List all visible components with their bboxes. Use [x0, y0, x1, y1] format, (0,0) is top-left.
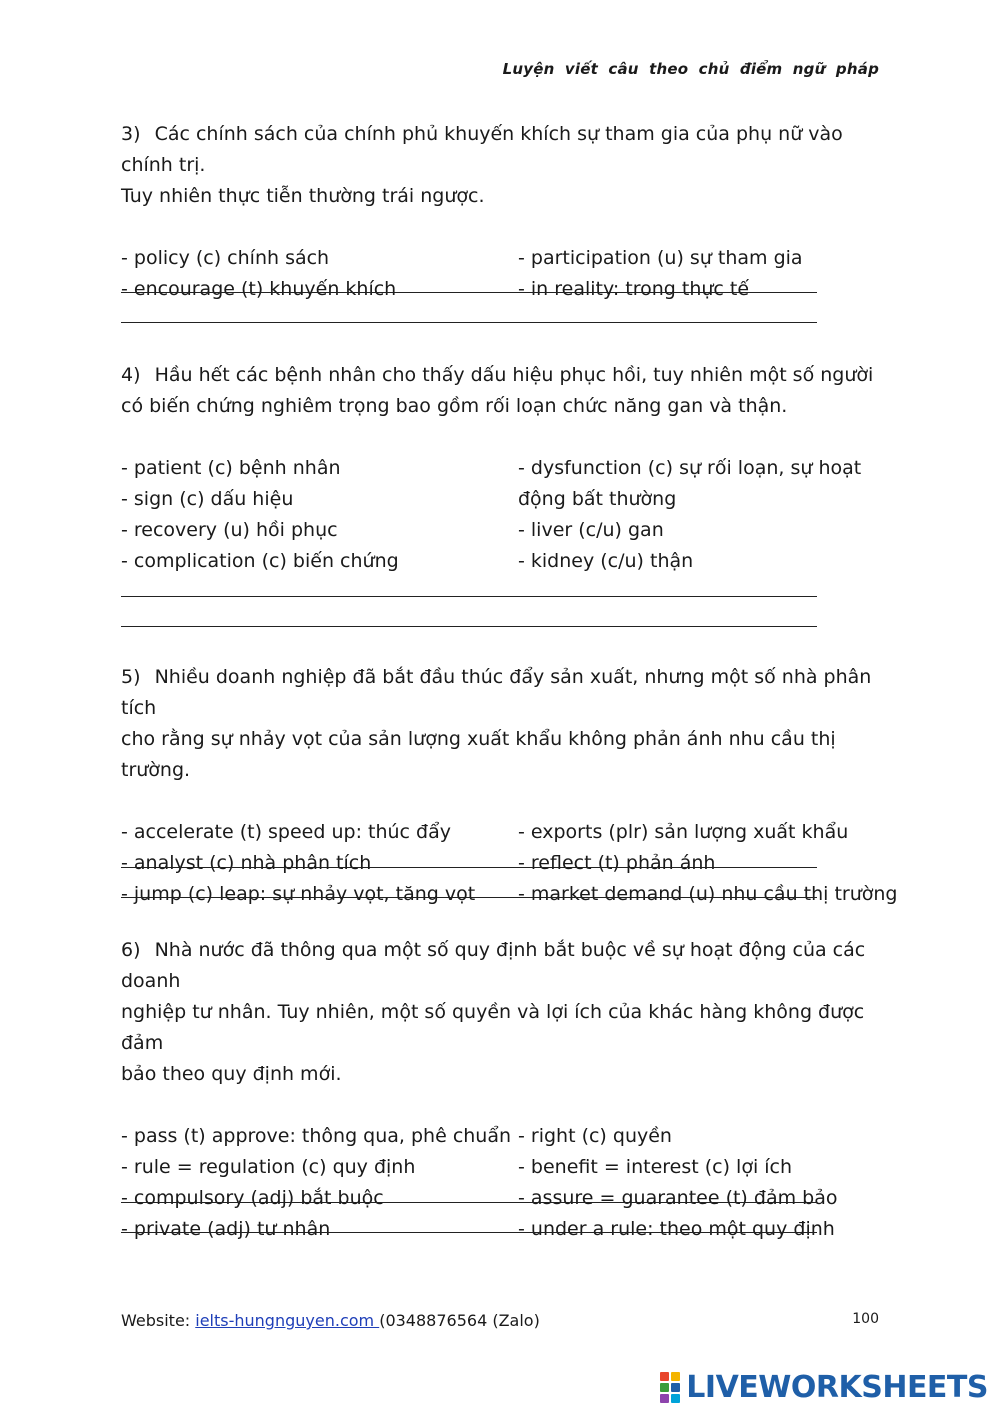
logo-square	[671, 1383, 680, 1392]
exercise-prompt	[121, 662, 881, 786]
vocab-item: - complication (c) biến chứng	[121, 550, 399, 572]
exercise-5	[121, 662, 898, 910]
vocab-item: - right (c) quyền	[518, 1125, 672, 1147]
answer-line[interactable]	[121, 322, 817, 323]
exercise-number: 4)	[121, 364, 141, 386]
vocab-column-left	[121, 243, 511, 305]
footer	[121, 1311, 540, 1330]
vocab-item: - sign (c) dấu hiệu	[121, 488, 294, 510]
vocab-item: - benefit = interest (c) lợi ích	[518, 1156, 793, 1178]
vocab-item: - dysfunction (c) sự rối loạn, sự hoạt	[518, 457, 862, 479]
vocab-item: - pass (t) approve: thông qua, phê chuẩn	[121, 1125, 512, 1147]
exercise-number: 3)	[121, 123, 141, 145]
liveworksheets-brand	[660, 1370, 988, 1404]
answer-line[interactable]	[121, 897, 817, 898]
vocab-item: - liver (c/u) gan	[518, 519, 664, 541]
vocab-item: - policy (c) chính sách	[121, 247, 330, 269]
vocab-item: - kidney (c/u) thận	[518, 550, 694, 572]
answer-line[interactable]	[121, 626, 817, 627]
liveworksheets-logo-icon	[660, 1372, 680, 1403]
exercise-number: 5)	[121, 666, 141, 688]
prompt-line: nghiệp tư nhân. Tuy nhiên, một số quyền và lợi ích của khác hàng không được đảm	[121, 1001, 865, 1054]
page-header-title: Luyện viết câu theo chủ điểm ngữ pháp	[502, 60, 879, 78]
vocab-item: - encourage (t) khuyến khích	[121, 278, 397, 300]
logo-square	[660, 1394, 669, 1403]
vocab-item: - accelerate (t) speed up: thúc đẩy	[121, 821, 451, 843]
exercise-6	[121, 935, 881, 1245]
vocab-list	[121, 453, 881, 577]
answer-line[interactable]	[121, 1232, 817, 1233]
vocab-item: - rule = regulation (c) quy định	[121, 1156, 416, 1178]
prompt-line: bảo theo quy định mới.	[121, 1063, 342, 1085]
vocab-item: - reflect (t) phản ánh	[518, 852, 716, 874]
prompt-line: Các chính sách của chính phủ khuyến khích sự tham gia của phụ nữ vào chính trị.	[121, 123, 843, 176]
answer-line[interactable]	[121, 867, 817, 868]
prompt-line: có biến chứng nghiêm trọng bao gồm rối loạn chức năng gan và thận.	[121, 395, 788, 417]
prompt-line: Tuy nhiên thực tiễn thường trái ngược.	[121, 185, 485, 207]
vocab-list	[121, 243, 881, 305]
prompt-line: Nhà nước đã thông qua một số quy định bắt buộc về sự hoạt động của các doanh	[121, 939, 866, 992]
exercise-prompt	[121, 360, 881, 422]
exercise-4	[121, 360, 881, 577]
footer-contact: (0348876564 (Zalo)	[379, 1311, 540, 1330]
footer-label: Website:	[121, 1311, 196, 1330]
vocab-item: động bất thường	[518, 488, 677, 510]
vocab-column-left	[121, 453, 511, 577]
answer-line[interactable]	[121, 292, 817, 293]
vocab-item: - assure = guarantee (t) đảm bảo	[518, 1187, 838, 1209]
answer-line[interactable]	[121, 1202, 817, 1203]
vocab-column-right	[518, 453, 898, 577]
website-link[interactable]: ielts-hungnguyen.com	[195, 1311, 380, 1330]
vocab-item: - recovery (u) hồi phục	[121, 519, 338, 541]
exercise-prompt	[121, 935, 881, 1090]
vocab-column-left	[121, 1121, 511, 1245]
brand-name: LIVEWORKSHEETS	[686, 1369, 988, 1405]
exercise-number: 6)	[121, 939, 141, 961]
page-number: 100	[852, 1311, 879, 1327]
prompt-line: Hầu hết các bệnh nhân cho thấy dấu hiệu phục hồi, tuy nhiên một số người	[154, 364, 874, 386]
vocab-column-right	[518, 1121, 898, 1245]
exercise-3	[121, 119, 881, 305]
vocab-item: - compulsory (adj) bắt buộc	[121, 1187, 384, 1209]
vocab-item: - exports (plr) sản lượng xuất khẩu	[518, 821, 849, 843]
prompt-line: cho rằng sự nhảy vọt của sản lượng xuất khẩu không phản ánh nhu cầu thị trường.	[121, 728, 836, 781]
logo-square	[660, 1372, 669, 1381]
vocab-item: - jump (c) leap: sự nhảy vọt, tăng vọt	[121, 883, 476, 905]
vocab-item: - analyst (c) nhà phân tích	[121, 852, 372, 874]
prompt-line: Nhiều doanh nghiệp đã bắt đầu thúc đẩy sản xuất, nhưng một số nhà phân tích	[121, 666, 872, 719]
vocab-list	[121, 1121, 881, 1245]
answer-line[interactable]	[121, 596, 817, 597]
vocab-item: - private (adj) tư nhân	[121, 1218, 331, 1240]
vocab-column-right	[518, 243, 898, 305]
vocab-item: - patient (c) bệnh nhân	[121, 457, 341, 479]
logo-square	[671, 1394, 680, 1403]
logo-square	[671, 1372, 680, 1381]
logo-square	[660, 1383, 669, 1392]
vocab-item: - under a rule: theo một quy định	[518, 1218, 835, 1240]
vocab-item: - participation (u) sự tham gia	[518, 247, 803, 269]
vocab-item: - in reality: trong thực tế	[518, 278, 750, 300]
vocab-item: - market demand (u) nhu cầu thị trường	[518, 883, 898, 905]
exercise-prompt	[121, 119, 881, 212]
